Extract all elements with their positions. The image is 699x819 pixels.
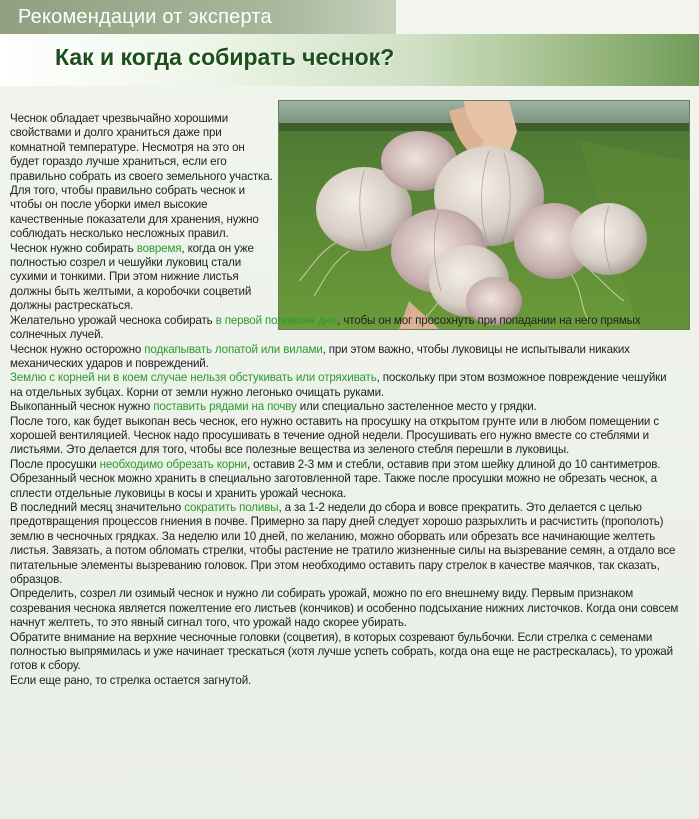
paragraph (10, 371, 682, 400)
paragraph (10, 112, 274, 184)
paragraph (10, 674, 682, 688)
paragraph (10, 631, 682, 674)
paragraph-text: Чеснок нужно осторожно (10, 342, 145, 356)
paragraph-text: Для того, чтобы правильно собрать чеснок и чтобы он после уборки имел высокие качественные показатели для хранения, нужно соблюдать несколько несложных правил. (10, 184, 259, 241)
paragraph (10, 501, 682, 587)
paragraph (10, 415, 682, 458)
highlighted-text: сократить поливы (184, 500, 279, 514)
paragraph-text: Чеснок обладает чрезвычайно хорошими свойствами и долго храниться даже при комнатной температуре. Несмотря на это он будет гораздо лучше храниться, если его правильно собрать из своего земельного участка. (10, 112, 273, 183)
paragraph (10, 400, 682, 414)
paragraph (10, 343, 682, 372)
paragraph (10, 242, 278, 314)
section-label-band (0, 0, 396, 34)
highlighted-text: необходимо обрезать корни (99, 457, 247, 471)
page-title: Как и когда собирать чеснок? (55, 44, 395, 70)
paragraph-text: , оставив 2-3 мм и стебли, оставив при этом шейку длиной до 10 сантиметров. Обрезанный чеснок можно хранить в специально заготовленной таре. Также после просушки можно не обрезать чеснок, а сплести отдельные луковицы в косы и хранить урожай чеснока. (10, 457, 661, 500)
paragraph-text: или специально застеленное место у грядки. (296, 400, 537, 414)
paragraph-text: После того, как будет выкопан весь чеснок, его нужно оставить на просушку на открытом грунте или в любом помещении с хорошей вентиляцией. Чеснок надо просушивать в течение одной недели. Просушивать его нужно вместе со стеблями и листьями. Это делается для того, чтобы все полезные вещества из зеленого стебля перешли в луковицы. (10, 414, 659, 457)
paragraph (10, 184, 274, 242)
highlighted-text: поставить рядами на почву (153, 400, 297, 414)
paragraph-text: , когда он уже полностью созрел и чешуйки луковиц стали сухими и тонкими. При этом нижние листья должны быть желтыми, а коробочки соцветий должны растрескаться. (10, 241, 254, 313)
paragraph (10, 458, 682, 501)
paragraph-text: Определить, созрел ли озимый чеснок и нужно ли собирать урожай, можно по его внешнему виду. Первым признаком созревания чеснока является пожелтение его листьев (кончиков) и особенно подсыхание нижних листочков. Когда они совсем начнут желтеть, то это явный сигнал того, что урожай надо скорее убирать. (10, 587, 679, 630)
paragraph-text: Желательно урожай чеснока собирать (10, 313, 216, 327)
paragraph-text: Если еще рано, то стрелка остается загнутой. (10, 673, 252, 687)
article-body (10, 112, 682, 688)
paragraph-text: После просушки (10, 457, 100, 471)
paragraph-text: , при этом важно, чтобы луковицы не испытывали никаких механических ударов и повреждений. (10, 342, 630, 370)
highlighted-text: в первой половине дня (215, 313, 338, 327)
paragraph-text: Чеснок нужно собирать (10, 241, 137, 255)
paragraph-text: Обратите внимание на верхние чесночные головки (соцветия), в которых созревают бульбочки. Если стрелка с семенами полностью выпрямилась и уже начинает трескаться (хотя лучше успеть собрать, когда она еще не растрескалась), то урожай готов к сбору. (10, 630, 673, 673)
paragraph (10, 314, 682, 343)
paragraph-text: , а за 1-2 недели до сбора и вовсе прекратить. Это делается с целью предотвращения процессов гниения в почве. Примерно за пару дней следует хорошо разрыхлить и расчистить (прополоть) землю в чесночных грядках. За неделю или 10 дней, по желанию, можно оборвать или обрезать все начинающие желтеть листья. Завязать, а потом обломать стрелки, чтобы растение не тратило жизненные силы на вызревание семян, а отдало все питательные элементы вызреванию головок. При этом необходимо оставить пару стрелок в качестве маячков, так сказать, образцов. (10, 500, 676, 586)
paragraph-text: В последний месяц значительно (10, 500, 185, 514)
paragraph-text: , чтобы он мог просохнуть при попадании на него прямых солнечных лучей. (10, 313, 641, 342)
paragraph (10, 587, 682, 630)
highlighted-text: Землю с корней ни в коем случае нельзя обстукивать или отряхивать (10, 371, 377, 385)
paragraph-text: , поскольку при этом возможное повреждение чешуйки на отдельных зубцах. Корни от земли нужно легонько очищать руками. (10, 371, 667, 399)
section-label: Рекомендации от эксперта (18, 6, 272, 28)
highlighted-text: подкапывать лопатой или вилами (144, 342, 323, 356)
highlighted-text: вовремя (136, 241, 182, 255)
paragraph-text: Выкопанный чеснок нужно (10, 400, 154, 414)
